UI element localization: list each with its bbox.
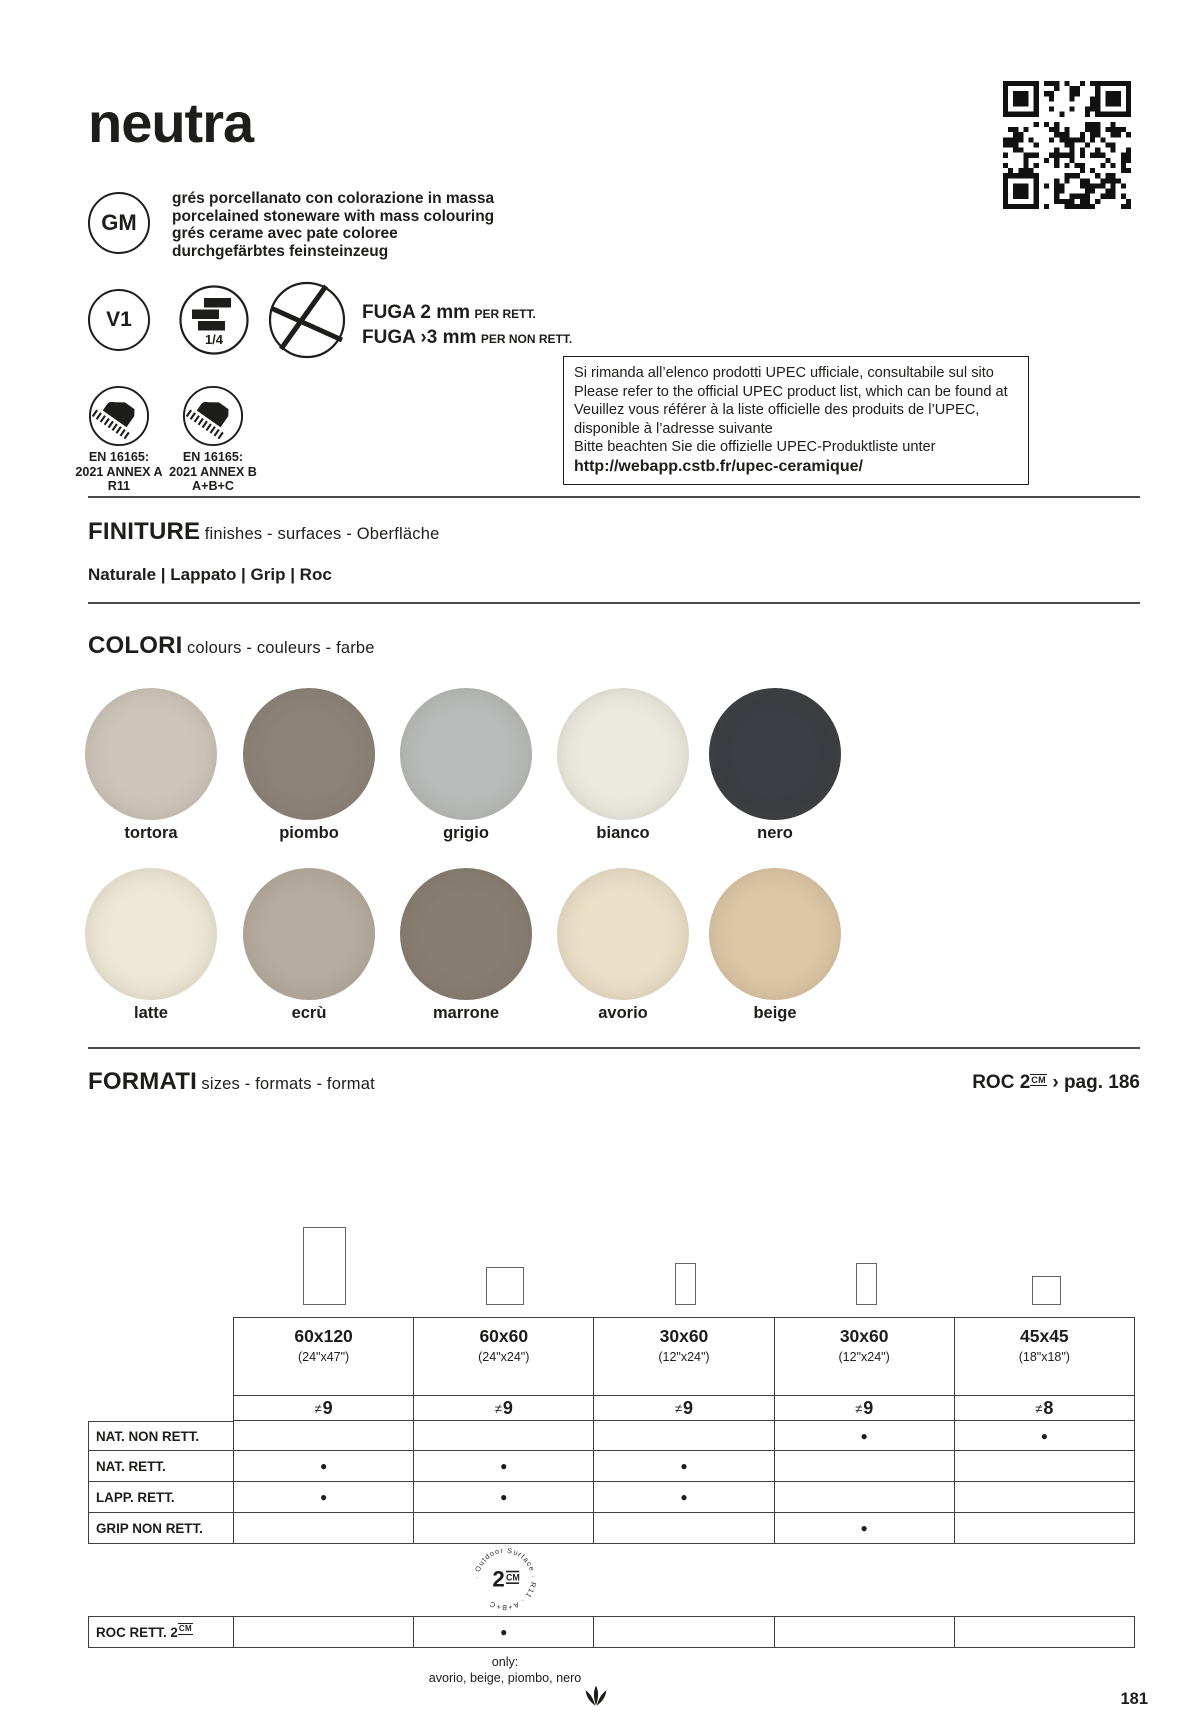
v1-shade-variation-icon (88, 289, 150, 351)
section-divider (88, 496, 1140, 498)
quarter-offset-pattern-icon (179, 285, 249, 355)
format-inches: (24"x47") (297, 1350, 350, 1364)
tile-shape-60x60 (486, 1267, 524, 1305)
material-line-en: porcelained stoneware with mass colouring (172, 207, 495, 225)
thickness-symbol: ≠ (855, 1400, 863, 1416)
page-number: 181 (1120, 1690, 1148, 1708)
fuga-rett-qualifier: PER RETT. (474, 307, 536, 321)
format-column-header (594, 1317, 774, 1396)
availability-cell: ● (594, 1482, 774, 1513)
availability-row-label: GRIP NON RETT. (88, 1513, 234, 1544)
thickness-cell (594, 1396, 774, 1421)
roc-label: ROC RETT. 2 (96, 1624, 178, 1640)
availability-cell (955, 1616, 1135, 1648)
en-annex: 2021 ANNEX B (169, 464, 257, 479)
material-line-de: durchgefärbtes feinsteinzeug (172, 242, 389, 260)
color-swatch-tortora (85, 688, 217, 820)
page-title: neutra (88, 91, 254, 154)
roc-row (88, 1616, 1135, 1648)
roc-2cm-page-reference[interactable] (840, 1072, 1140, 1094)
brand-leaf-logo (583, 1684, 609, 1708)
table-corner-blank (88, 1396, 234, 1421)
color-swatch-beige (709, 868, 841, 1000)
format-column-header (775, 1317, 955, 1396)
roc-ref-page: › pag. 186 (1052, 1072, 1140, 1093)
tile-shape-45x45 (1032, 1276, 1061, 1305)
2cm-outdoor-surface-badge (472, 1546, 538, 1612)
formats-table (88, 1317, 1135, 1544)
upec-url-link[interactable]: http://webapp.cstb.fr/upec-ceramique/ (574, 457, 863, 475)
format-column-header (414, 1317, 594, 1396)
format-size: 60x120 (294, 1326, 353, 1346)
availability-cell (414, 1421, 594, 1451)
thickness-cell (955, 1396, 1135, 1421)
color-label: avorio (598, 1004, 648, 1022)
availability-row-label: NAT. RETT. (88, 1451, 234, 1482)
upec-line-fr2: disponible à l’adresse suivante (574, 420, 773, 437)
availability-cell (775, 1616, 955, 1648)
availability-row-label: NAT. NON RETT. (88, 1421, 234, 1451)
thickness-symbol: ≠ (314, 1400, 322, 1416)
availability-cell: ● (414, 1616, 594, 1648)
thickness-cell (414, 1396, 594, 1421)
availability-cell (234, 1513, 414, 1544)
colori-subtitle: colours - couleurs - farbe (186, 639, 375, 657)
availability-cell (594, 1421, 774, 1451)
availability-cell (955, 1451, 1135, 1482)
availability-row-label (88, 1616, 234, 1648)
fuga-nonrett-qualifier: PER NON RETT. (480, 332, 573, 346)
badge-2: 2 (492, 1566, 505, 1592)
availability-cell: ● (955, 1421, 1135, 1451)
thickness-cell (775, 1396, 955, 1421)
colori-title: COLORI (88, 632, 183, 659)
gm-badge-icon (88, 192, 150, 254)
color-swatch-bianco (557, 688, 689, 820)
material-line-fr: grés cerame avec pate coloree (172, 225, 398, 242)
availability-cell (594, 1616, 774, 1648)
slip-rating-annex-b-icon (182, 385, 244, 447)
availability-cell (234, 1616, 414, 1648)
color-swatch-piombo (243, 688, 375, 820)
color-label: grigio (443, 824, 489, 842)
upec-line-fr1: Veuillez vous référer à la liste officielle des produits de l’UPEC, (574, 402, 980, 419)
thickness-value: 9 (863, 1397, 874, 1418)
availability-cell (594, 1513, 774, 1544)
finiture-subtitle: finishes - surfaces - Oberfläche (204, 525, 440, 543)
availability-cell (414, 1513, 594, 1544)
color-swatch-avorio (557, 868, 689, 1000)
availability-cell (955, 1513, 1135, 1544)
format-inches: (12"x24") (838, 1350, 890, 1364)
availability-cell: ● (775, 1513, 955, 1544)
section-divider (88, 1047, 1140, 1049)
note-only: only: (491, 1655, 519, 1669)
formati-heading (88, 1068, 375, 1096)
qr-code (1003, 81, 1131, 209)
availability-cell (775, 1482, 955, 1513)
upec-line-en: Please refer to the official UPEC product list, which can be found at (574, 383, 1008, 400)
note-colors: avorio, beige, piombo, nero (428, 1671, 582, 1685)
color-swatch-latte (85, 868, 217, 1000)
thickness-symbol: ≠ (494, 1400, 502, 1416)
availability-cell (955, 1482, 1135, 1513)
svg-text:· Outdoor Surface · R11 · A+B+ (473, 1547, 537, 1612)
availability-cell: ● (414, 1482, 594, 1513)
availability-cell: ● (414, 1451, 594, 1482)
upec-line-de: Bitte beachten Sie die offizielle UPEC-Produktliste unter (574, 439, 936, 456)
badge-arc-text: · Outdoor Surface · R11 · A+B+C (472, 1546, 538, 1612)
color-label: piombo (279, 824, 339, 842)
color-swatch-grigio (400, 688, 532, 820)
availability-row-label: LAPP. RETT. (88, 1482, 234, 1513)
material-line-it: grés porcellanato con colorazione in massa (172, 190, 495, 207)
table-corner-blank (88, 1317, 234, 1396)
en-norm: EN 16165: (182, 450, 244, 464)
en-annex: 2021 ANNEX A (75, 464, 163, 479)
color-swatch-marrone (400, 868, 532, 1000)
thickness-value: 8 (1043, 1397, 1054, 1418)
material-description (172, 190, 494, 260)
fuga-nonrett-value: FUGA ›3 mm (362, 327, 477, 348)
quarter-label: 1/4 (204, 332, 224, 347)
en16165-annex-b-label (156, 450, 270, 494)
roc-ref-main: ROC 2 (972, 1072, 1031, 1093)
thickness-symbol: ≠ (674, 1400, 683, 1416)
format-size: 45x45 (1020, 1326, 1069, 1346)
availability-cell (775, 1451, 955, 1482)
thickness-symbol: ≠ (1035, 1400, 1043, 1416)
en-norm: EN 16165: (88, 450, 150, 464)
fuga-rett-value: FUGA 2 mm (362, 302, 471, 323)
formati-title: FORMATI (88, 1068, 197, 1095)
v1-label: V1 (106, 308, 132, 331)
format-inches: (24"x24") (478, 1350, 530, 1364)
formati-subtitle: sizes - formats - format (201, 1075, 375, 1093)
cm-logo: CM (1031, 1075, 1047, 1085)
upec-box (563, 356, 1029, 485)
finishes-list: Naturale | Lappato | Grip | Roc (88, 565, 332, 584)
format-size: 30x60 (839, 1326, 889, 1346)
en-class: R11 (107, 479, 131, 493)
availability-cell: ● (775, 1421, 955, 1451)
availability-cell (234, 1421, 414, 1451)
color-label: ecrù (291, 1004, 327, 1022)
badge-cm: CM (505, 1572, 520, 1583)
color-label: latte (134, 1004, 168, 1022)
slip-rating-annex-a-icon (88, 385, 150, 447)
roc-colors-note (415, 1654, 595, 1686)
thickness-cell (234, 1396, 414, 1421)
color-label: beige (753, 1004, 797, 1022)
tile-shape-30x60 (675, 1263, 696, 1305)
finiture-title: FINITURE (88, 518, 201, 545)
format-column-header (955, 1317, 1135, 1396)
color-swatch-ecru (243, 868, 375, 1000)
upec-line-it: Si rimanda all’elenco prodotti UPEC ufficiale, consultabile sul sito (574, 365, 994, 381)
fuga-note (362, 301, 572, 351)
availability-cell: ● (594, 1451, 774, 1482)
color-swatch-nero (709, 688, 841, 820)
color-label: bianco (596, 824, 650, 842)
finiture-heading (88, 518, 439, 546)
color-label: nero (757, 824, 793, 842)
thickness-value: 9 (322, 1397, 333, 1418)
format-inches: (18"x18") (1018, 1350, 1070, 1364)
en-class: A+B+C (192, 479, 234, 493)
color-label: marrone (432, 1004, 500, 1022)
thickness-value: 9 (683, 1397, 694, 1418)
section-divider (88, 602, 1140, 604)
gm-badge-label: GM (101, 210, 137, 235)
format-inches: (12"x24") (658, 1350, 710, 1364)
format-size: 30x60 (659, 1326, 709, 1346)
color-label: tortora (124, 824, 178, 842)
availability-cell: ● (234, 1482, 414, 1513)
tile-shape-60x120 (303, 1227, 346, 1305)
availability-cell: ● (234, 1451, 414, 1482)
format-column-header (234, 1317, 414, 1396)
colori-heading (88, 632, 375, 660)
cm-logo: CM (178, 1624, 193, 1633)
thickness-value: 9 (502, 1397, 513, 1418)
format-size: 60x60 (479, 1326, 529, 1346)
joint-lines-icon (268, 281, 346, 359)
tile-shape-30x60 (856, 1263, 877, 1305)
